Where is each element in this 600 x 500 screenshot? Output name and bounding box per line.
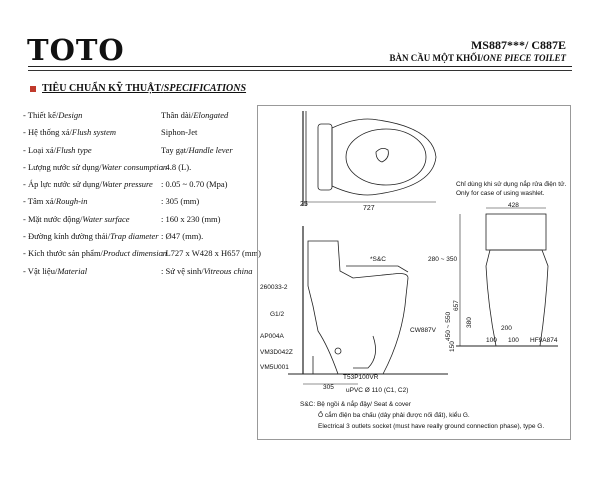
label-ap004a: AP004A xyxy=(260,333,284,340)
spec-key: - Mặt nước động/ xyxy=(23,213,83,224)
washlet-note-vi: Chỉ dùng khi sử dụng nắp rửa điện tử. xyxy=(456,181,567,188)
spec-value-en: Handle lever xyxy=(188,144,233,155)
bowl-outlet xyxy=(376,148,388,162)
valve-circle xyxy=(335,348,341,354)
spec-value-en: Vitreous china xyxy=(203,265,253,276)
spec-row xyxy=(23,127,263,144)
spec-row xyxy=(23,196,263,213)
spec-row xyxy=(23,162,263,179)
spec-row xyxy=(23,266,263,283)
bowl-outline xyxy=(332,119,436,195)
subtitle-en: ONE PIECE TOILET xyxy=(483,53,566,63)
spec-key: - Hệ thống xả/ xyxy=(23,127,72,138)
subtitle-vi: BÀN CẦU MỘT KHỐI/ xyxy=(389,53,484,63)
dim-280-350: 280 ~ 350 xyxy=(428,256,458,263)
seat-line xyxy=(346,266,408,272)
spec-key: - Đường kính đường thải/ xyxy=(23,231,111,242)
header-rule xyxy=(28,66,572,67)
note-socket-vi: Ổ cắm điện ba chấu (dây phải được nối đất), kiểu G. xyxy=(318,412,470,419)
spec-key: - Tâm xả/ xyxy=(23,196,56,207)
spec-value: : 160 x 230 (mm) xyxy=(161,213,221,224)
spec-key-en: Design xyxy=(58,110,83,120)
spec-row xyxy=(23,179,263,196)
note-socket-en: Electrical 3 outlets socket (must have really ground connection phase), type G. xyxy=(318,423,545,430)
spec-key: - Kích thước sản phẩm/ xyxy=(23,248,103,259)
spec-value: Thân dài/ xyxy=(161,110,194,120)
dim-727: 727 xyxy=(363,205,375,212)
trap-line xyxy=(353,336,376,368)
spec-key-en: Rough-in xyxy=(55,196,88,207)
spec-key: - Thiết kế/ xyxy=(23,110,59,120)
label-hf9a874: HF9A874 xyxy=(530,337,558,344)
spec-key: - Lượng nước sử dụng/ xyxy=(23,161,102,172)
label-cw887v: CW887V xyxy=(410,327,437,334)
side-view xyxy=(288,226,448,384)
spec-value: : Ø47 (mm). xyxy=(161,231,204,242)
spec-key: - Loại xả/ xyxy=(23,144,57,155)
label-sc: *S&C xyxy=(370,256,386,263)
dim-100-a: 100 xyxy=(486,337,497,344)
toilet-side-profile xyxy=(308,241,408,374)
spec-key-en: Flush system xyxy=(71,127,117,138)
spec-key-en: Trap diameter xyxy=(110,231,159,242)
spec-row xyxy=(23,145,263,162)
label-upvc: uPVC Ø 110 (C1, C2) xyxy=(346,387,409,394)
spec-value: : 305 (mm) xyxy=(161,196,200,207)
spec-key-en: Flush type xyxy=(56,144,92,155)
spec-value-en: Elongated xyxy=(193,110,229,120)
spec-key-en: Water consumption xyxy=(101,161,168,172)
label-g12: G1/2 xyxy=(270,311,285,318)
spec-list xyxy=(23,110,263,283)
label-260033: 260033-2 xyxy=(260,284,288,291)
dim-305: 305 xyxy=(323,384,334,391)
dim-428: 428 xyxy=(508,202,519,209)
spec-key-en: Water pressure xyxy=(102,179,153,190)
dim-657: 657 xyxy=(453,300,460,311)
spec-key-en: Material xyxy=(57,265,88,276)
bowl-inner xyxy=(346,129,426,185)
spec-value: : L727 x W428 x H657 (mm) xyxy=(161,248,261,259)
bullet-square-icon xyxy=(30,86,36,92)
label-vm5u001: VM5U001 xyxy=(260,364,289,371)
spec-value: Tay gạt/ xyxy=(161,144,189,155)
front-bowl xyxy=(486,250,548,346)
dim-450-550: 450 ~ 550 xyxy=(445,311,452,341)
section-title-vi: TIÊU CHUẨN KỸ THUẬT/ xyxy=(42,83,164,94)
toto-logo: TOTO xyxy=(27,33,125,67)
washlet-note-en: Only for case of using washlet. xyxy=(456,190,545,197)
note-sc: S&C: Bệ ngồi & nắp đậy/ Seat & cover xyxy=(300,401,411,408)
section-title-en: SPECIFICATIONS xyxy=(163,83,247,94)
spec-row xyxy=(23,214,263,231)
spec-value: : Sứ vệ sinh/ xyxy=(161,265,204,276)
front-tank xyxy=(486,214,546,250)
section-title xyxy=(30,83,246,94)
spec-value: : 4.8 (L). xyxy=(161,161,192,172)
dim-380: 380 xyxy=(466,317,473,328)
header-rule-thin xyxy=(28,70,572,71)
spec-key-en: Water surface xyxy=(82,213,130,224)
technical-drawing xyxy=(257,105,571,440)
spec-key: - Áp lực nước sử dụng/ xyxy=(23,179,102,190)
top-view xyxy=(303,111,436,206)
model-number: MS887***/ C887E xyxy=(470,38,566,52)
spec-row xyxy=(23,248,263,265)
spec-key: - Vật liệu/ xyxy=(23,265,58,276)
label-vm3d042z: VM3D042Z xyxy=(260,349,293,356)
spec-value: : 0.05 ~ 0.70 (Mpa) xyxy=(161,179,228,190)
dim-200: 200 xyxy=(501,325,512,332)
dim-100-b: 100 xyxy=(508,337,519,344)
tank-top xyxy=(318,124,332,190)
dim-25: 25 xyxy=(300,201,308,208)
spec-row xyxy=(23,110,263,127)
dim-150: 150 xyxy=(449,341,456,352)
spec-key-en: Product dimension xyxy=(102,248,168,259)
drawing-svg xyxy=(258,106,570,439)
spec-row xyxy=(23,231,263,248)
label-t53p100vr: T53P100VR xyxy=(343,374,379,381)
spec-value: Siphon-Jet xyxy=(161,127,198,138)
product-subtitle xyxy=(390,53,566,63)
